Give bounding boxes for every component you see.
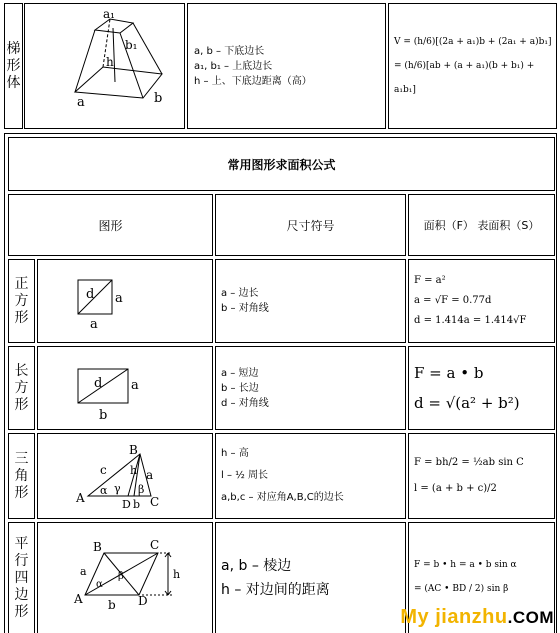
rectangle-label-a: a xyxy=(131,378,139,393)
rectangle-label-b: b xyxy=(99,408,108,423)
square-formula-line: F = a² xyxy=(414,275,446,286)
header-area-cell xyxy=(408,194,555,256)
row-name-cell xyxy=(8,346,35,430)
parallelogram-formula-line: F = b • h = a • b sin α xyxy=(414,560,517,570)
rectangle-formula-line: d = √(a² + b²) xyxy=(414,394,520,412)
triangle-label-alpha: α xyxy=(100,484,108,497)
triangle-symbol-line: l – ½ 周长 xyxy=(221,470,269,481)
triangle-figure-cell xyxy=(37,433,213,519)
parallelogram-label-b: b xyxy=(108,598,116,612)
trapezoid-symbol-line: a, b – 下底边长 xyxy=(194,45,265,57)
row-name-char: 方 xyxy=(14,379,29,396)
rectangle-label-d: d xyxy=(94,376,103,391)
rectangle-formula-line: F = a • b xyxy=(414,364,484,382)
row-name-char: 角 xyxy=(14,467,29,484)
trapezoid-label-a: a xyxy=(77,95,85,110)
trapezoid-label-h: h xyxy=(106,55,114,69)
trapezoid-label-b1: b₁ xyxy=(125,38,138,52)
parallelogram-label-beta: β xyxy=(118,571,124,582)
row-name-char: 形 xyxy=(14,396,29,413)
square-label-a-right: a xyxy=(115,291,123,306)
watermark-main: My jianzhu xyxy=(400,606,508,628)
row-name-cell xyxy=(8,522,35,633)
parallelogram-label-D: D xyxy=(138,594,148,608)
triangle-symbol-line: h – 高 xyxy=(221,448,249,459)
trapezoid-name-char: 梯 xyxy=(6,40,21,57)
header-area: 面积（F） 表面积（S） xyxy=(423,219,540,232)
table-title: 常用图形求面积公式 xyxy=(227,157,336,172)
header-shape-cell xyxy=(8,194,213,256)
triangle-formula-line: l = (a + b + c)/2 xyxy=(414,483,497,494)
trapezoid-name-char: 体 xyxy=(6,74,21,91)
square-formula-line: a = √F = 0.77d xyxy=(414,295,492,306)
row-name-char: 方 xyxy=(14,292,29,309)
trapezoid-name-char: 形 xyxy=(6,57,21,74)
row-name-char: 正 xyxy=(14,275,29,292)
row-name-char: 边 xyxy=(14,586,29,603)
square-formula-line: d = 1.414a = 1.414√F xyxy=(414,315,527,326)
square-figure xyxy=(38,260,212,342)
trapezoid-symbol-line: h – 上、下底边距离（高） xyxy=(194,75,312,87)
parallelogram-formula-line: = (AC • BD / 2) sin β xyxy=(414,584,509,594)
triangle-label-gamma: γ xyxy=(114,482,121,495)
triangle-label-b: b xyxy=(133,498,141,511)
rectangle-figure-cell xyxy=(37,346,213,430)
triangle-figure xyxy=(38,434,212,518)
parallelogram-symbols-cell xyxy=(215,522,406,633)
square-figure-cell xyxy=(37,259,213,343)
square-symbols-cell xyxy=(215,259,406,343)
parallelogram-label-a: a xyxy=(80,565,87,578)
trapezoid-prism-figure xyxy=(25,4,184,128)
trapezoid-label-b: b xyxy=(154,91,163,106)
triangle-symbol-line: a,b,c – 对应角A,B,C的边长 xyxy=(221,492,344,503)
parallelogram-figure-cell xyxy=(37,522,213,633)
site-watermark xyxy=(400,606,554,629)
row-name-char: 四 xyxy=(14,569,29,586)
trapezoid-label-a1: a₁ xyxy=(103,7,115,21)
square-formula-cell xyxy=(408,259,555,343)
parallelogram-label-alpha: α xyxy=(96,579,103,590)
trapezoid-formula-line: = (h/6)[ab + (a + a₁)(b + b₁) + a₁b₁] xyxy=(394,61,535,95)
triangle-label-C: C xyxy=(150,495,160,509)
header-symbols: 尺寸符号 xyxy=(286,218,335,233)
trapezoid-formula-cell xyxy=(388,3,557,129)
parallelogram-label-C: C xyxy=(150,538,160,552)
parallelogram-symbol-line: h – 对边间的距离 xyxy=(221,582,330,598)
rectangle-symbol-line: a – 短边 xyxy=(221,367,259,379)
square-symbol-line: b – 对角线 xyxy=(221,303,269,314)
parallelogram-figure xyxy=(38,523,212,623)
trapezoid-figure-cell xyxy=(24,3,185,129)
triangle-label-beta: β xyxy=(138,483,145,496)
triangle-label-A: A xyxy=(76,491,85,505)
square-label-a-bottom: a xyxy=(90,317,98,332)
row-name-cell xyxy=(8,259,35,343)
header-shape: 图形 xyxy=(98,218,123,233)
triangle-symbols-cell xyxy=(215,433,406,519)
trapezoid-name-cell xyxy=(4,3,23,129)
row-name-char: 长 xyxy=(14,362,29,379)
triangle-formula-line: F = bh/2 = ½ab sin C xyxy=(414,457,524,468)
square-symbol-line: a – 边长 xyxy=(221,288,259,299)
row-name-char: 行 xyxy=(14,552,29,569)
parallelogram-label-B: B xyxy=(93,540,102,554)
square-label-d: d xyxy=(86,287,95,302)
trapezoid-symbols-cell xyxy=(187,3,386,129)
parallelogram-label-A: A xyxy=(74,592,83,606)
rectangle-symbol-line: b – 长边 xyxy=(221,382,259,394)
triangle-label-D: D xyxy=(122,498,131,511)
row-name-char: 形 xyxy=(14,484,29,501)
row-name-char: 三 xyxy=(14,450,29,467)
row-name-char: 形 xyxy=(14,603,29,620)
trapezoid-symbol-line: a₁, b₁ – 上底边长 xyxy=(194,60,273,72)
triangle-formula-cell xyxy=(408,433,555,519)
triangle-label-h: h xyxy=(130,464,138,477)
parallelogram-label-h: h xyxy=(173,568,181,581)
trapezoid-formula-line: V = (h/6)[(2a + a₁)b + (2a₁ + a)b₁] xyxy=(394,37,552,47)
table-title-cell xyxy=(8,137,555,191)
row-name-char: 形 xyxy=(14,309,29,326)
watermark-suffix: .COM xyxy=(507,608,554,627)
rectangle-formula-cell xyxy=(408,346,555,430)
rectangle-symbols-cell xyxy=(215,346,406,430)
triangle-label-B: B xyxy=(129,443,138,457)
rectangle-figure xyxy=(38,347,212,429)
header-symbols-cell xyxy=(215,194,406,256)
row-name-cell xyxy=(8,433,35,519)
parallelogram-symbol-line: a, b – 棱边 xyxy=(221,558,292,574)
triangle-label-a: a xyxy=(146,468,154,482)
row-name-char: 平 xyxy=(14,535,29,552)
triangle-label-c: c xyxy=(100,463,107,477)
rectangle-symbol-line: d – 对角线 xyxy=(221,397,269,409)
